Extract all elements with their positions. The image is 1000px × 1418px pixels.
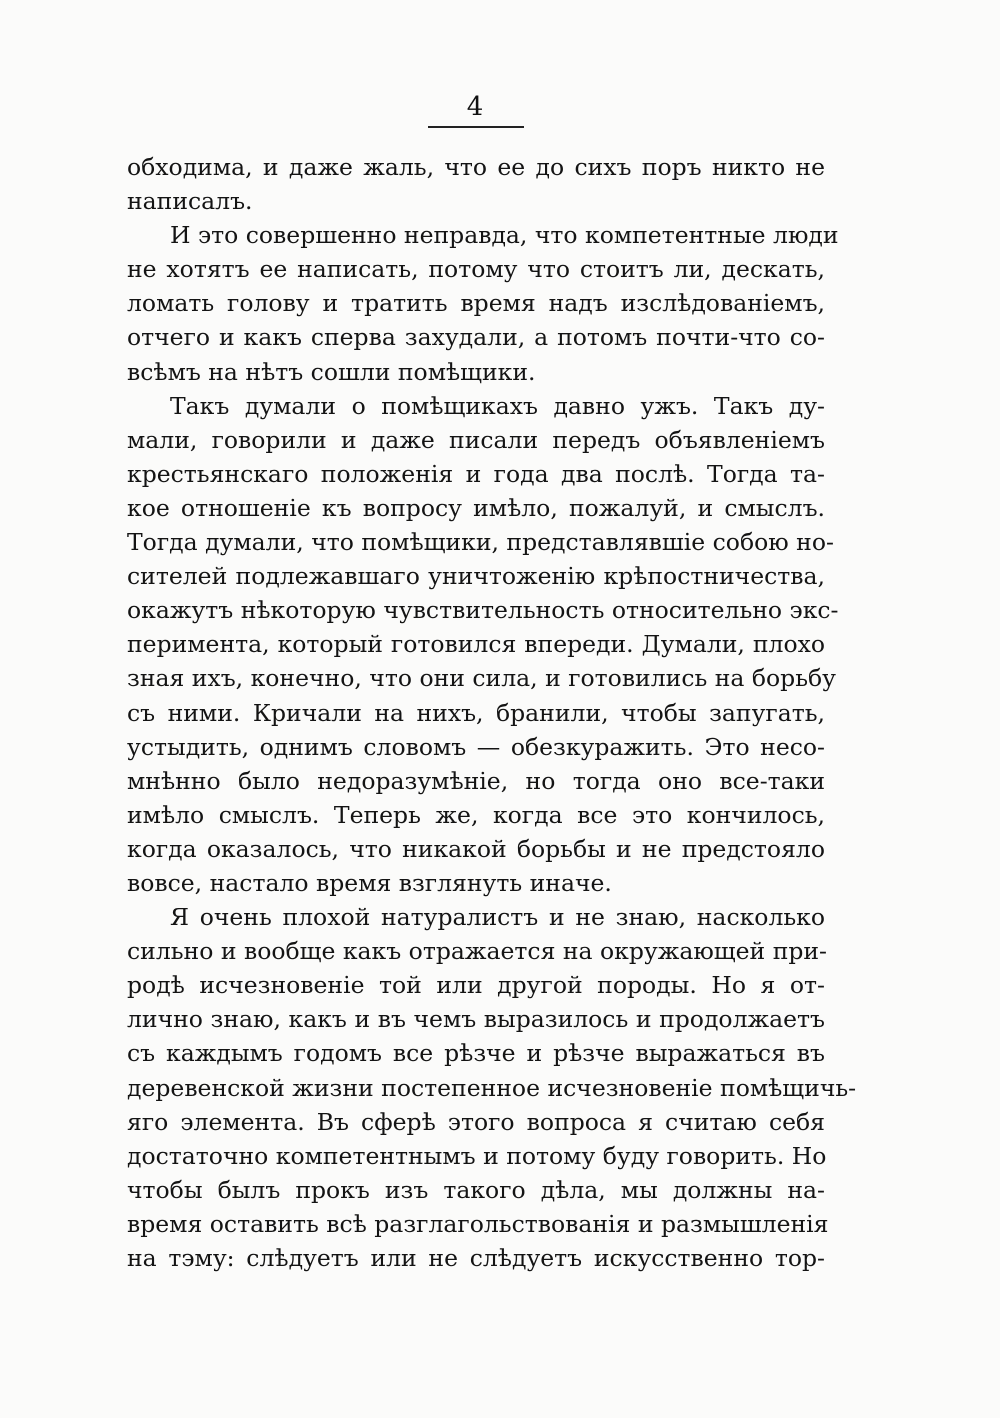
paragraph [127, 389, 839, 900]
text-line: всѣмъ на нѣтъ сошли помѣщики. [127, 357, 536, 386]
text-line: Я очень плохой натуралистъ и не знаю, насколько [170, 903, 825, 932]
text-line: обходима, и даже жаль, что ее до сихъ поръ никто не [127, 153, 825, 181]
text-line: ломать голову и тратить время надъ изслѣдованіемъ, [127, 289, 825, 318]
text-line: время оставить всѣ разглагольствованія и размышленія [127, 1209, 829, 1238]
text-line: И это совершенно неправда, что компетентные люди [170, 221, 839, 250]
text-line: кое отношеніе къ вопросу имѣло, пожалуй, и смыслъ. [127, 493, 825, 522]
text-line: сителей подлежавшаго уничтоженію крѣпостничества, [127, 562, 825, 591]
text-line: отчего и какъ сперва захудали, а потомъ почти-что со- [127, 323, 825, 352]
text-line: перимента, который готовился впереди. Думали, плохо [127, 630, 825, 659]
text-line: устыдить, однимъ словомъ — обезкуражить. Это несо- [127, 732, 825, 761]
text-line: зная ихъ, конечно, что они сила, и готовились на борьбу [127, 664, 836, 693]
text-line: съ каждымъ годомъ все рѣзче и рѣзче выражаться въ [127, 1039, 825, 1068]
text-line: окажутъ нѣкоторую чувствительность относительно экс- [127, 596, 839, 625]
text-line: мали, говорили и даже писали передъ объявленіемъ [127, 425, 825, 454]
text-line: съ ними. Кричали на нихъ, бранили, чтобы запугать, [127, 698, 825, 727]
text-line: имѣло смыслъ. Теперь же, когда все это кончилось, [127, 800, 825, 829]
text-line: не хотятъ ее написать, потому что стоитъ ли, дескать, [127, 255, 825, 284]
text-line: чтобы былъ прокъ изъ такого дѣла, мы должны на- [127, 1175, 825, 1204]
page-number: 4 [466, 92, 484, 122]
body-text [127, 150, 857, 1275]
page-number-rule [428, 126, 524, 128]
paragraph [127, 150, 825, 218]
text-line: родѣ исчезновеніе той или другой породы. Но я от- [127, 971, 825, 1000]
paragraph [127, 900, 857, 1275]
text-line: вовсе, настало время взглянуть иначе. [127, 868, 612, 897]
text-line: когда оказалось, что никакой борьбы и не предстояло [127, 834, 825, 863]
text-line: лично знаю, какъ и въ чемъ выразилось и продолжаетъ [127, 1005, 825, 1034]
text-line: достаточно компетентнымъ и потому буду говорить. Но [127, 1141, 827, 1170]
text-line: Такъ думали о помѣщикахъ давно ужъ. Такъ ду- [170, 391, 825, 420]
text-line: написалъ. [127, 187, 253, 216]
paragraph [127, 218, 839, 388]
text-line: мнѣнно было недоразумѣніе, но тогда оно все-таки [127, 766, 825, 795]
text-line: яго элемента. Въ сферѣ этого вопроса я считаю себя [127, 1107, 825, 1136]
text-line: сильно и вообще какъ отражается на окружающей при- [127, 937, 827, 966]
text-line: Тогда думали, что помѣщики, представлявшіе собою но- [127, 528, 834, 557]
text-line: деревенской жизни постепенное исчезновеніе помѣщичь- [127, 1073, 857, 1102]
text-line: крестьянскаго положенія и года два послѣ. Тогда та- [127, 459, 825, 488]
text-line: на тэму: слѣдуетъ или не слѣдуетъ искусственно тор- [127, 1244, 825, 1272]
